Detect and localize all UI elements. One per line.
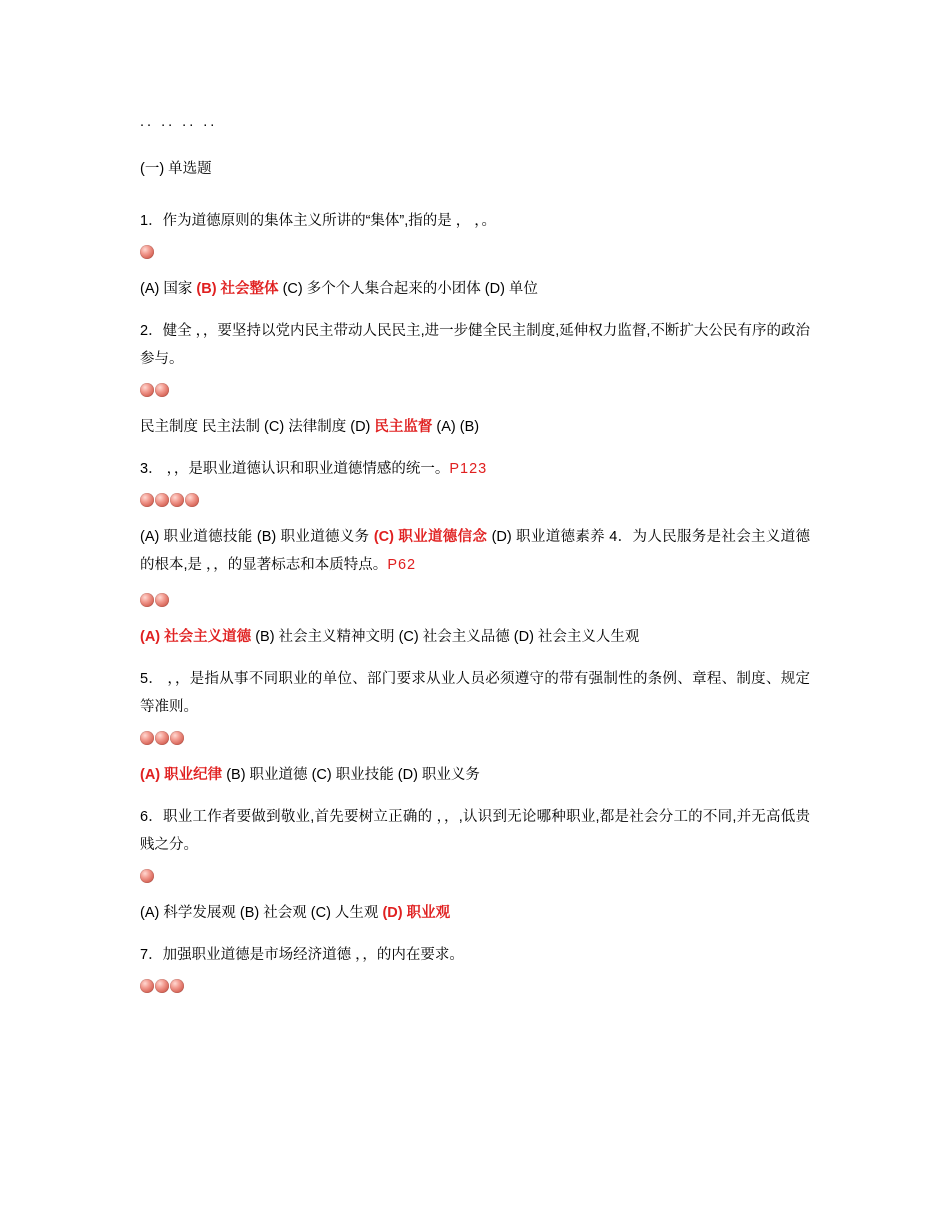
question-options-3 (140, 523, 810, 579)
bead-icon (170, 979, 184, 993)
bead-icon (140, 869, 154, 883)
bead-icon (185, 493, 199, 507)
bead-marker-7 (140, 979, 810, 993)
option-text: (A) 职业道德技能 (B) 职业道德义务 (140, 529, 374, 545)
question-stem-3 (140, 455, 810, 483)
stem-text: 3． ，，是职业道德认识和职业道德情感的统一。 (140, 461, 450, 477)
bead-marker-5 (140, 731, 810, 745)
bead-icon (140, 979, 154, 993)
question-stem-5: 5． ，，是指从事不同职业的单位、部门要求从业人员必须遵守的带有强制性的条例、章程、制度、规定等准则。 (140, 671, 810, 715)
option-text: (A) (B) (432, 419, 480, 435)
bead-marker-1 (140, 245, 810, 259)
answer-text: (A) 社会主义道德 (140, 629, 252, 645)
bead-marker-4 (140, 593, 810, 607)
page-reference: P62 (387, 557, 417, 573)
leader-dots: .. .. .. .. (140, 114, 218, 130)
section-heading: (一) 单选题 (140, 161, 212, 177)
bead-marker-6 (140, 869, 810, 883)
question-stem-6: 6．职业工作者要做到敬业,首先要树立正确的 ，，,认识到无论哪种职业,都是社会分工的不同,并无高低贵贱之分。 (140, 809, 810, 853)
bead-icon (140, 383, 154, 397)
option-text: (C) 多个个人集合起来的小团体 (D) 单位 (278, 281, 538, 297)
answer-text: (D) 职业观 (382, 905, 451, 921)
bead-icon (155, 731, 169, 745)
question-options-4 (140, 623, 810, 651)
bead-icon (140, 245, 154, 259)
option-text: (A) 科学发展观 (B) 社会观 (C) 人生观 (140, 905, 383, 921)
bead-icon (155, 593, 169, 607)
option-text: (B) 社会主义精神文明 (C) 社会主义品德 (D) 社会主义人生观 (251, 629, 640, 645)
question-options-5 (140, 761, 810, 789)
option-text: 民主制度 民主法制 (C) 法律制度 (D) (140, 419, 375, 435)
bead-icon (170, 493, 184, 507)
bead-icon (170, 731, 184, 745)
page-reference: P123 (449, 461, 488, 477)
bead-icon (140, 593, 154, 607)
question-options-1 (140, 275, 810, 303)
answer-text: (A) 职业纪律 (140, 767, 223, 783)
bead-icon (155, 493, 169, 507)
option-text: (A) 国家 (140, 281, 197, 297)
question-options-6 (140, 899, 810, 927)
option-text: (B) 职业道德 (C) 职业技能 (D) 职业义务 (222, 767, 480, 783)
bead-icon (140, 493, 154, 507)
answer-text: (C) 职业道德信念 (373, 529, 488, 545)
bead-icon (155, 979, 169, 993)
question-stem-7: 7．加强职业道德是市场经济道德 ，，的内在要求。 (140, 947, 464, 963)
bead-icon (140, 731, 154, 745)
option-text: (D) 职业道德素养 4．为人民服务是社会主义道德的根本,是 ，，的显著标志和本质特点。 (140, 529, 810, 573)
question-stem-1: 1．作为道德原则的集体主义所讲的“集体”,指的是 ， ，。 (140, 213, 497, 229)
bead-icon (155, 383, 169, 397)
answer-text: 民主监督 (374, 419, 433, 435)
bead-marker-3 (140, 493, 810, 507)
question-options-2 (140, 413, 810, 441)
answer-text: (B) 社会整体 (196, 281, 279, 297)
question-stem-2: 2．健全 ，，要坚持以党内民主带动人民民主,进一步健全民主制度,延伸权力监督,不断扩大公民有序的政治参与。 (140, 323, 810, 367)
bead-marker-2 (140, 383, 810, 397)
